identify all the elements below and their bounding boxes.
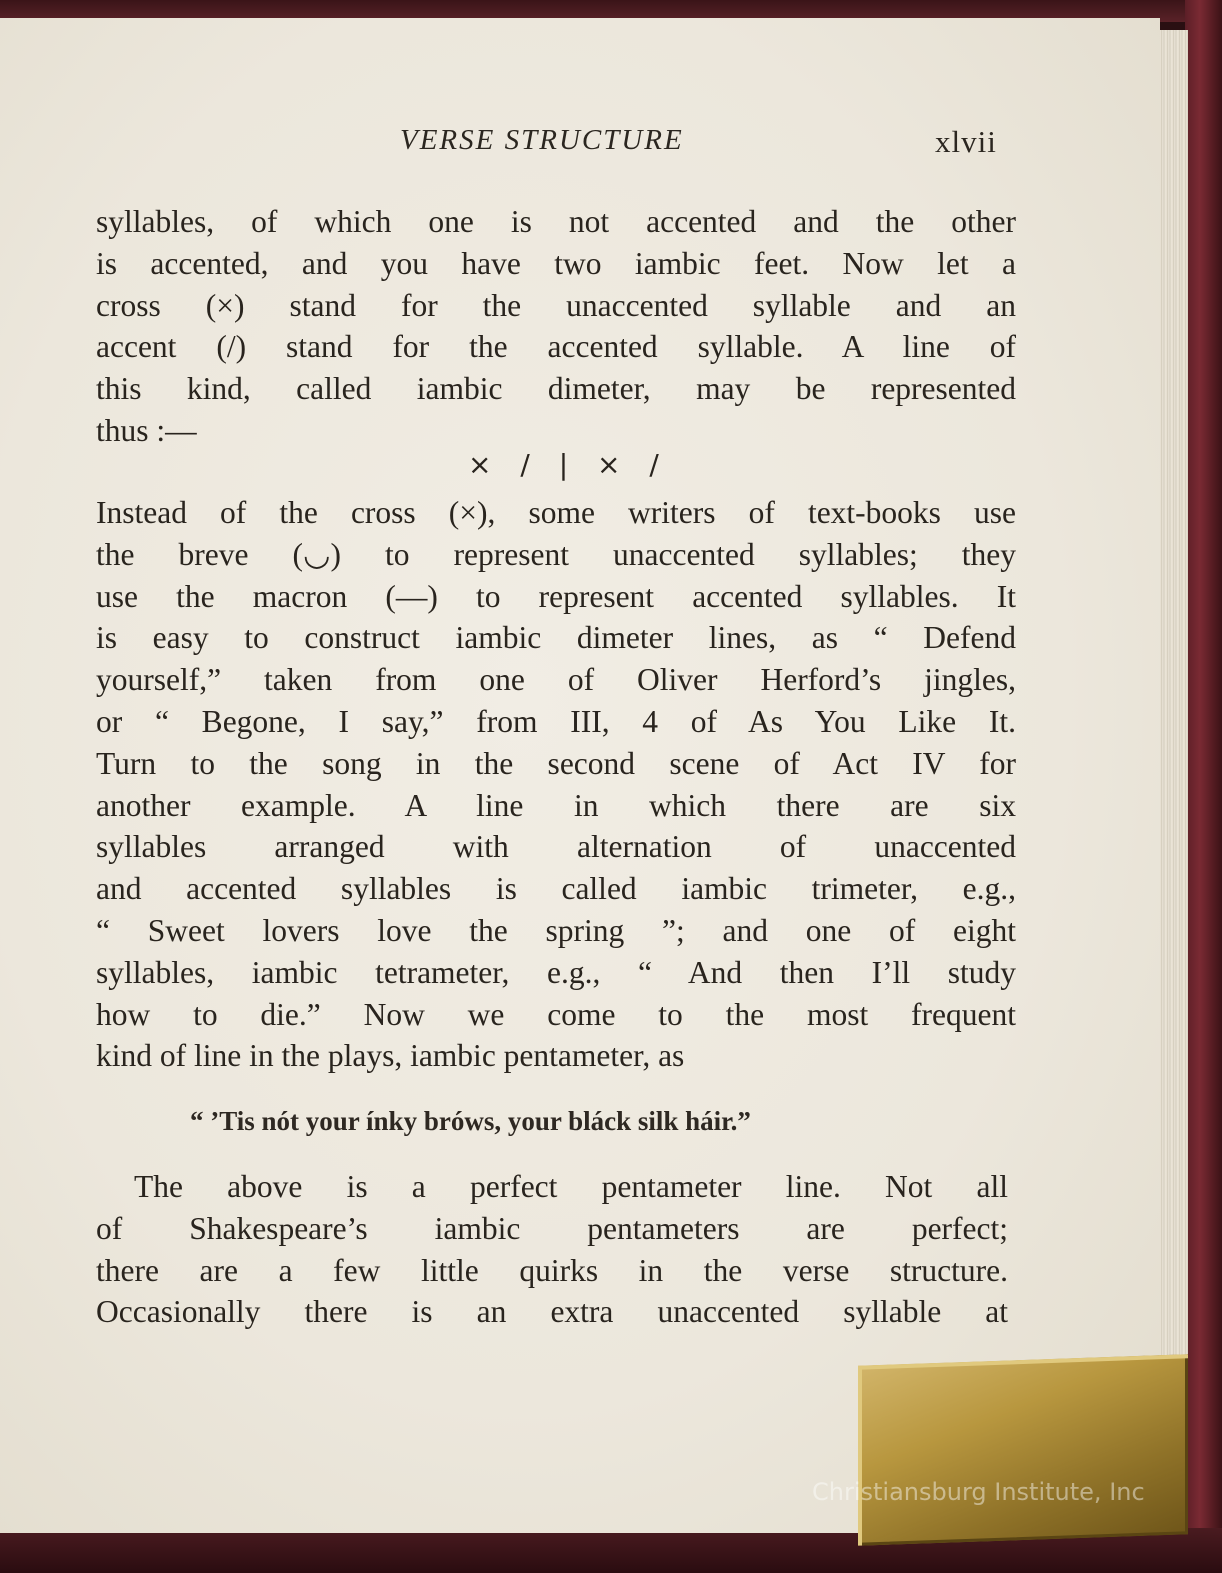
text-line: another example. A line in which there are six (96, 787, 1016, 823)
text-line: or “ Begone, I say,” from III, 4 of As You Like It. (96, 703, 1016, 739)
paragraph-1 (96, 201, 1016, 452)
text-line: syllables, iambic tetrameter, e.g., “ And then I’ll study (96, 954, 1016, 990)
text-line: Occasionally there is an extra unaccented syllable at (96, 1294, 1008, 1330)
brass-page-clip (858, 1354, 1188, 1546)
text-line: and accented syllables is called iambic trimeter, e.g., (96, 871, 1016, 907)
text-line: Turn to the song in the second scene of Act IV for (96, 745, 1016, 781)
text-line: this kind, called iambic dimeter, may be represented (96, 371, 1016, 407)
book-binding-right (1185, 0, 1222, 1573)
text-line: the breve (◡) to represent unaccented syllables; they (96, 536, 1016, 572)
text-line: “ Sweet lovers love the spring ”; and one of eight (96, 912, 1016, 948)
text-line: yourself,” taken from one of Oliver Herford’s jingles, (96, 662, 1016, 698)
text-line: accent (/) stand for the accented syllable. A line of (96, 329, 1016, 365)
text-line: syllables arranged with alternation of unaccented (96, 829, 1016, 865)
text-line: of Shakespeare’s iambic pentameters are perfect; (96, 1210, 1008, 1246)
text-line: syllables, of which one is not accented and the other (96, 204, 1016, 239)
scansion-example: × / | × / (468, 448, 669, 481)
text-line: use the macron (—) to represent accented syllables. It (96, 578, 1016, 614)
paragraph-3 (96, 1166, 1008, 1333)
text-line: how to die.” Now we come to the most frequent (96, 996, 1016, 1032)
text-line: cross (×) stand for the unaccented syllable and an (96, 287, 1016, 323)
text-line: Instead of the cross (×), some writers of text-books use (96, 495, 1016, 530)
text-line: The above is a perfect pentameter line. Not all (134, 1169, 1008, 1204)
paragraph-2 (96, 492, 1016, 1077)
running-title: VERSE STRUCTURE (400, 124, 684, 156)
text-line: kind of line in the plays, iambic pentameter, as (96, 1038, 685, 1074)
watermark-text: Christiansburg Institute, Inc (812, 1478, 1145, 1506)
page-number: xlvii (935, 124, 997, 159)
text-line: thus :— (96, 412, 197, 448)
text-line: is easy to construct iambic dimeter lines, as “ Defend (96, 620, 1016, 656)
text-line: there are a few little quirks in the verse structure. (96, 1252, 1008, 1288)
quoted-verse-line: “ ’Tis nót your ínky bróws, your bláck silk háir.” (190, 1106, 751, 1136)
text-line: is accented, and you have two iambic feet. Now let a (96, 245, 1016, 281)
